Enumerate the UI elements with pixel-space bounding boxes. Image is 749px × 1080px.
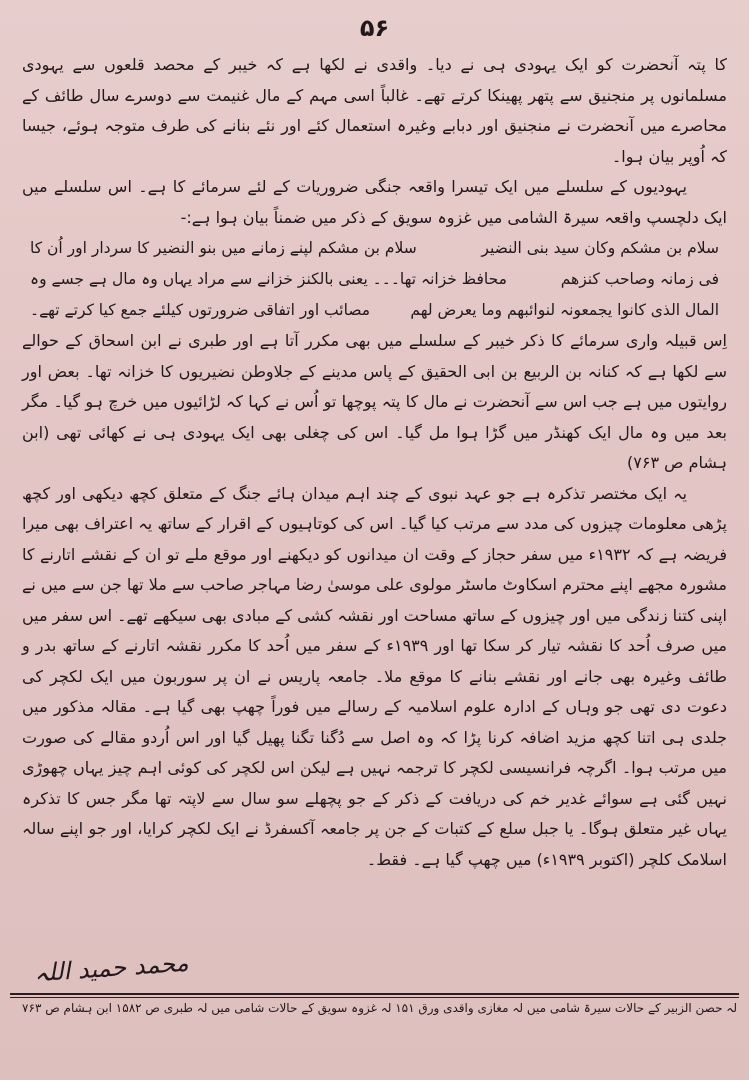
- page-number: ۵۶: [359, 14, 390, 42]
- author-signature: محمد حمید اللہ: [33, 948, 190, 988]
- quotation-arabic: فی زمانہ وصاحب کنزھم: [560, 270, 719, 288]
- paragraph: یہودیوں کے سلسلے میں ایک تیسرا واقعہ جنگی ضروریات کے لئے سرمائے کا ہے۔ اس سلسلے میں ایک دلچسپ واقعہ سیرۃ الشامی میں غزوہ سویق کے ذکر میں ضمناً بیان ہوا ہے:-: [22, 177, 727, 227]
- footnotes: لہ حصن الزبیر کے حالات سیرۃ شامی میں لہ مغازی واقدی ورق ۱۵۱ لہ غزوہ سویق کے حالات شامی میں لہ طبری ص ۱۵۸۲ ابن ہشام ص ۷۶۳: [22, 1001, 737, 1015]
- paragraph: کا پتہ آنحضرت کو ایک یہودی ہی نے دیا۔ واقدی نے لکھا ہے کہ خیبر کے محصد قلعوں سے یہودی مسلمانوں پر منجنیق سے پتھر پھینکا کرتے تھے۔ غالباً اسی مہم کے مال غنیمت سے دوسرے سال طائف کے محاصرے میں آنحضرت نے منجنیق اور دبابے وغیرہ استعمال کئے اور نئے بنانے کی طرف متوجہ ہوئے، جیسا کہ اُوپر بیان ہوا۔: [22, 55, 727, 166]
- quotation-translation: مصائب اور اتفاقی ضرورتوں کیلئے جمع کیا کرتے تھے۔: [30, 301, 371, 319]
- footnote-divider: [10, 993, 739, 995]
- quotation-arabic: المال الذی کانوا یجمعونہ لنوائبھم وما یعرض لھم: [410, 301, 719, 319]
- footnote-divider-thin: [10, 997, 739, 998]
- quotation-translation: محافظ خزانہ تھا۔۔۔ یعنی بالکنز خزانے سے مراد یہاں وہ مال ہے جسے وہ: [30, 270, 507, 288]
- quotation-line: [22, 264, 727, 295]
- paragraph: یہ ایک مختصر تذکرہ ہے جو عہد نبوی کے چند اہم میدان ہائے جنگ کے متعلق کچھ دیکھی اور کچھ پڑھی معلومات چیزوں کی مدد سے مرتب کیا گیا۔ اس کی کوتاہیوں کے اقرار کے ساتھ یہ اعتراف بھی میرا فریضہ ہے کہ ۱۹۳۲ء میں سفر حجاز کے وقت ان میدانوں کو دیکھنے اور موقع ملے تو ان کے نقشے اتارنے کا مشورہ مجھے اپنے محترم اسکاوٹ ماسٹر مولوی علی موسیٰ رضا مہاجر صاحب سے ملا تھا جن سے میں نے اپنی کتنا زندگی میں اور چیزوں کے ساتھ مساحت اور نقشہ کشی کے مبادی بھی سیکھے تھے۔ اس سفر میں میں صرف اُحد کا نقشہ تیار کر سکا تھا اور ۱۹۳۹ء کے سفر میں اُحد کا مکرر نقشہ اتارنے کے ساتھ بدر و طائف وغیرہ بھی جانے اور نقشے بنانے کا موقع ملا۔ جامعہ پاریس نے ان پر سوربون میں ایک لکچر کی دعوت دی تھی جو وہاں کے ادارہ علوم اسلامیہ کے رسالے میں فوراً چھپ بھی گیا ہے۔ مقالہ مذکور میں جلدی ہی اتنا کچھ مزید اضافہ کرنا پڑا کہ وہ اصل سے دُگنا تگنا پھیل گیا اور اس اُردو مقالے کی صورت میں مرتب ہوا۔ اگرچہ فرانسیسی لکچر کا ترجمہ نہیں ہے لیکن اس لکچر کی کوئی اہم چیز یہاں چھوڑی نہیں گئی ہے سوائے غدیر خم کی دریافت کے ذکر کے جو پچھلے سو سال سے لاپتہ تھا مگر جس کا تذکرہ یہاں غیر متعلق ہوگا۔ یا جبل سلع کے کتبات کے جن پر جامعہ آکسفرڈ نے ایک لکچر کرایا، اور جو اپنے سالہ اسلامک کلچر (اکتوبر ۱۹۳۹ء) میں چھپ گیا ہے۔ فقط۔: [22, 483, 728, 869]
- quotation-translation: سلام بن مشکم لپنے زمانے میں بنو النضیر کا سردار اور اُن کا: [30, 239, 417, 257]
- quotation-line: [22, 295, 727, 326]
- body-text: [22, 50, 727, 875]
- quotation-line: [22, 233, 727, 264]
- paragraph: اِس قبیلہ واری سرمائے کا ذکر خیبر کے سلسلے میں بھی مکرر آتا ہے اور طبری نے ابن اسحاق کے حوالے سے لکھا ہے کہ کنانہ بن الربیع بن ابی الحقیق کے پاس مدینے کے جلاوطن نضیریوں کا خزانہ تھا۔ بعض اور روایتوں میں ہے جب اس سے آنحضرت نے مال کا پتہ پوچھا تو اُس نے کہا کہ لڑائیوں میں خرچ ہو گیا۔ مگر بعد میں وہ مال ایک کھنڈر میں گڑا ہوا مل گیا۔ اس کی چغلی بھی ایک یہودی ہی نے کھائی تھی (ابن ہشام ص ۷۶۳): [22, 331, 727, 472]
- quotation-arabic: سلام بن مشکم وکان سید بنی النضیر: [481, 239, 719, 257]
